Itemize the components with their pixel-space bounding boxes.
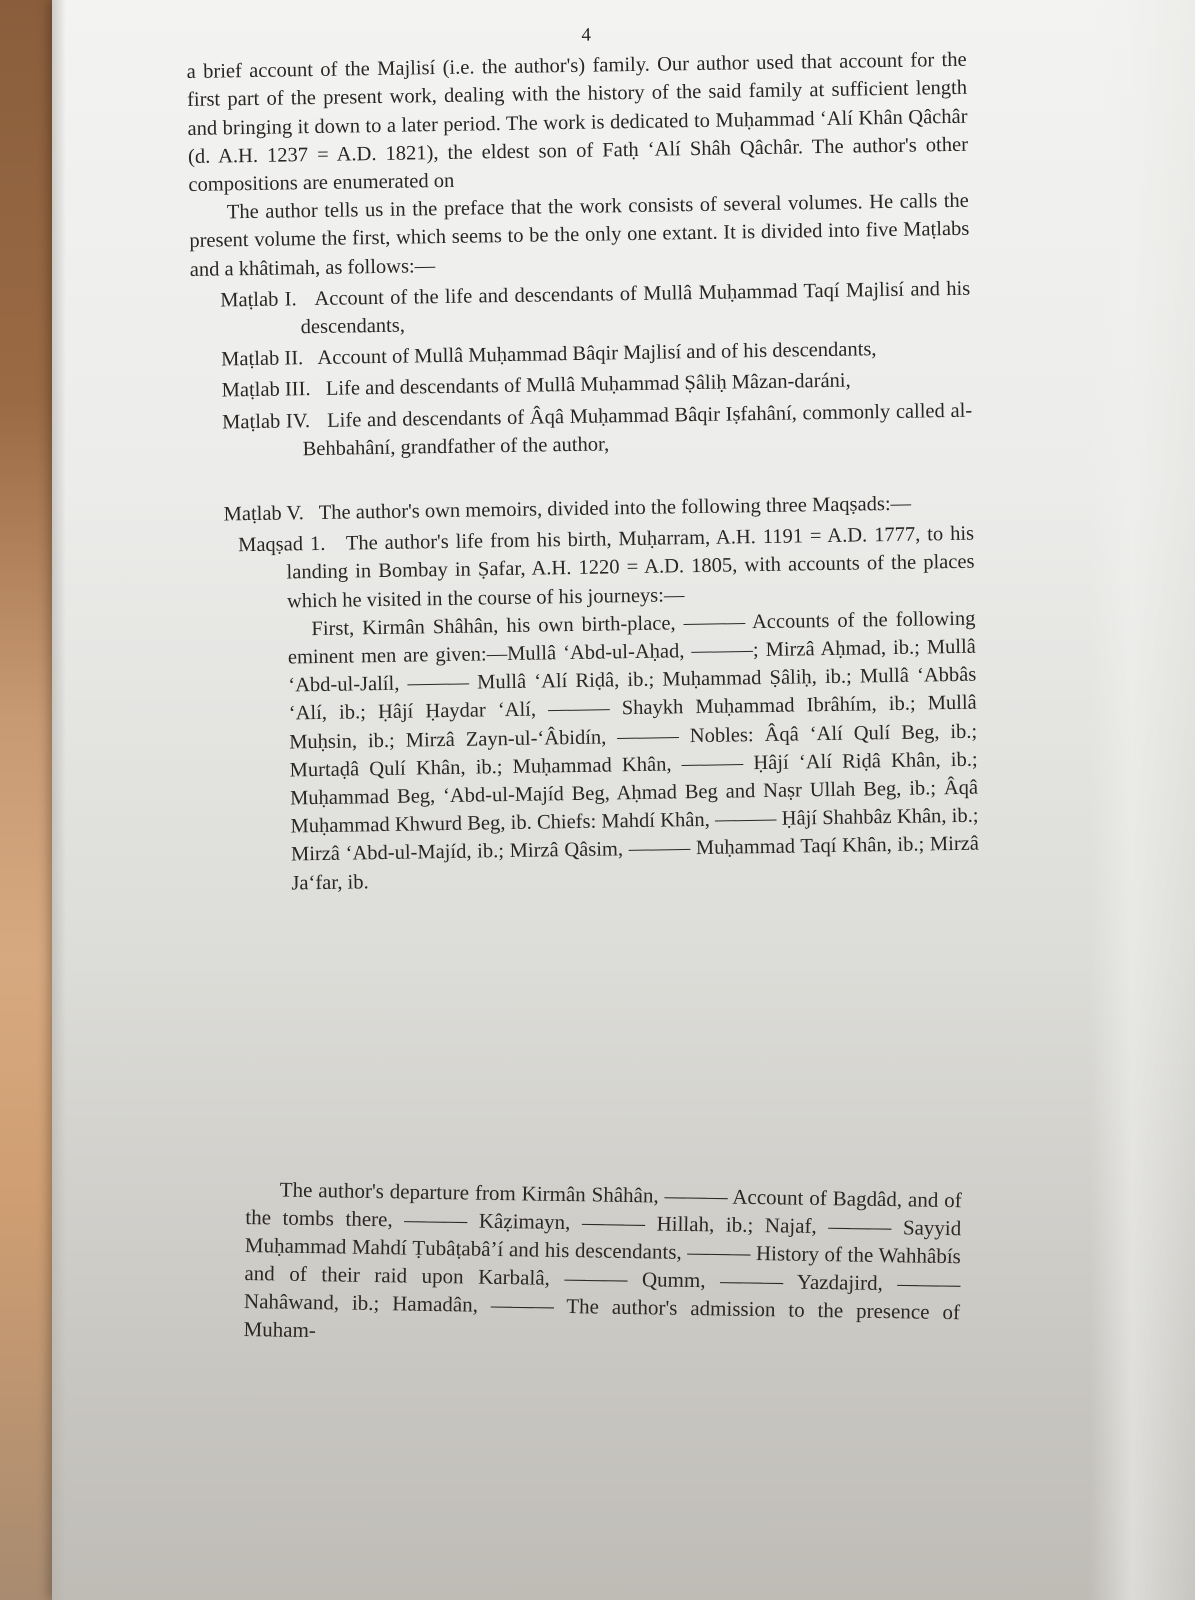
maqsad-1 [194, 520, 975, 617]
matlab-label: Maṭlab II. [221, 347, 304, 371]
page-text-upper [186, 16, 980, 899]
page-fold [1090, 0, 1195, 1600]
maqsad-1-body [195, 605, 979, 899]
maqsad-text: The author's life from his birth, Muḥarram, A.H. 1191 = A.D. 1777, to his landing in Bombay in Ṣafar, A.H. 1220 = A.D. 1805, with accounts of the places which he visited in the course of his journeys:— [286, 522, 975, 613]
page-number: 4 [581, 24, 592, 46]
paragraph-departure: The author's departure from Kirmân Shâhân, ——— Account of Bagdâd, and of the tombs there, ——— Kâẓimayn, ——— Hillah, ib.; Najaf, ——— Sayyid Muḥammad Mahdí Ṭubâṭabâʼí and his descendants, ——— History of the Wahhâbís and of their raid upon Karbalâ, ——— Qumm, ——— Yazdajird, ——— Nahâwand, ib.; Hamadân, ——— The author's admission to the presence of Muham- [243, 1177, 962, 1343]
matlab-text: The author's own memoirs, divided into the following three Maqṣads:— [318, 492, 912, 525]
matlab-text: Account of the life and descendants of Mullâ Muḥammad Taqí Majlisí and his descendants, [300, 277, 971, 339]
matlab-text: Account of Mullâ Muḥammad Bâqir Majlisí and of his descendants, [317, 338, 877, 370]
paragraph-intro: a brief account of the Majlisí (i.e. the author's) family. Our author used that account for the first part of the present work, dealing with the history of the said family at sufficient length and bringing it down to a later period. The work is dedicated to Muḥammad ʻAlí Khân Qâchâr (d. A.H. 1237 = A.D. 1821), the eldest son of Fatḥ ʻAlí Shâh Qâchâr. The author's other compositions are enumerated on [186, 48, 969, 196]
page-edge-shadow [52, 0, 66, 1600]
paragraph-preface: The author tells us in the preface that the work consists of several volumes. He calls the present volume the first, which seems to be the only one extant. It is divided into five Maṭlabs and a khâtimah, as follows:— [189, 189, 970, 281]
matlab-1 [190, 275, 971, 344]
paragraph-kirman-shahan: First, Kirmân Shâhân, his own birth-place, ——— Accounts of the following eminent men are given:—Mullâ ʻAbd-ul-Aḥad, ———; Mirzâ Aḥmad, ib.; Mullâ ʻAbd-ul-Jalíl, ——— Mullâ ʻAlí Riḍâ, ib.; Muḥammad Ṣâliḥ, ib.; Mullâ ʻAbbâs ʻAlí, ib.; Ḥâjí Ḥaydar ʻAlí, ——— Shaykh Muḥammad Ibrâhím, ib.; Mullâ Muḥsin, ib.; Mirzâ Zayn-ul-ʻÂbidín, ——— Nobles: Âqâ ʻAlí Qulí Beg, ib.; Murtaḍâ Qulí Khân, ib.; Muḥammad Khân, ——— Ḥâjí ʻAlí Riḍâ Khân, ib.; Muḥammad Beg, ʻAbd-ul-Majíd Beg, Aḥmad Beg and Naṣr Ullah Beg, ib.; Âqâ Muḥammad Khwurd Beg, ib. Chiefs: Mahdí Khân, ——— Ḥâjí Shahbâz Khân, ib.; Mirzâ ʻAbd-ul-Majíd, ib.; Mirzâ Qâsim, ——— Muḥammad Taqí Khân, ib.; Mirzâ Jaʻfar, ib. [287, 607, 980, 895]
matlab-label: Maṭlab V. [223, 502, 304, 526]
matlab-4 [192, 396, 973, 465]
maqsad-label: Maqṣad 1. [237, 533, 326, 557]
matlab-label: Maṭlab IV. [222, 409, 311, 434]
matlab-text: Life and descendants of Mullâ Muḥammad Ṣâliḥ Mâzan-daráni, [325, 370, 851, 401]
matlab-text: Life and descendants of Âqâ Muḥammad Bâqir Iṣfahâní, commonly called al-Behbahâní, grandfather of the author, [302, 399, 973, 461]
page-text-lower [243, 1175, 962, 1354]
matlab-label: Maṭlab III. [221, 378, 311, 402]
matlab-label: Maṭlab I. [220, 288, 297, 312]
